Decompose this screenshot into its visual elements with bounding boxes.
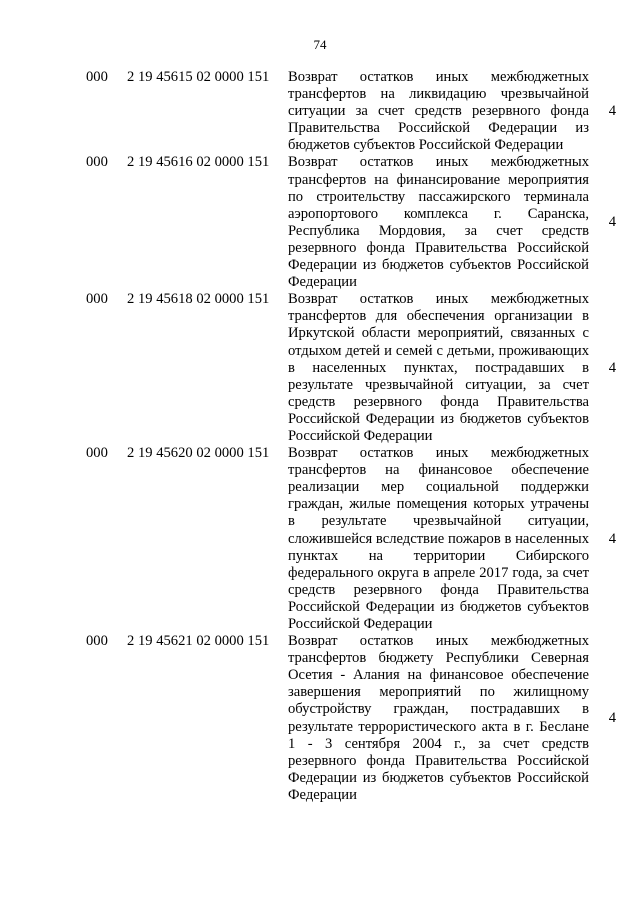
table-row [86,633,626,804]
description-cell: Возврат остатков иных межбюджетных трансфертов бюджету Республики Северная Осетия - Алания на финансовое обеспечение завершения мероприятий по жилищному обустройству граждан, пострадавших в результате террористического акта в г. Беслане 1 - 3 сентября 2004 г., за счет средств резервного фонда Правительства Российской Федерации из бюджетов субъектов Российской Федерации [288,633,589,803]
admin-code-cell: 000 [86,69,108,85]
page-number: 74 [313,37,327,52]
budget-classification-code-cell: 2 19 45615 02 0000 151 [127,69,270,85]
description-cell: Возврат остатков иных межбюджетных трансфертов на финансовое обеспечение реализации мер социальной поддержки граждан, жилые помещения которых утрачены в результате чрезвычайной ситуации, сложившейся вследствие пожаров в населенных пунктах на территории Сибирского федерального округа в апреле 2017 года, за счет средств резервного фонда Правительства Российской Федерации из бюджетов субъектов Российской Федерации [288,445,589,632]
value-text: 4 [608,530,616,547]
description-cell: Возврат остатков иных межбюджетных трансфертов на ликвидацию чрезвычайной ситуации за счет средств резервного фонда Правительства Российской Федерации из бюджетов субъектов Российской Федерации [288,69,589,154]
admin-code-cell: 000 [86,154,108,171]
value-cell [589,633,626,804]
admin-code-cell: 000 [86,291,108,308]
value-cell [589,291,626,445]
table-row [86,291,626,445]
admin-code-cell: 000 [86,633,108,650]
table-row [86,445,626,633]
budget-classification-code-cell: 2 19 45621 02 0000 151 [127,633,270,650]
description-cell: Возврат остатков иных межбюджетных трансфертов на финансирование мероприятия по строительству пассажирского терминала аэропортового комплекса г. Саранска, Республика Мордовия, за счет средств резервного фонда Правительства Российской Федерации из бюджетов субъектов Российской Федерации [288,154,589,291]
budget-code-table [86,69,626,804]
admin-code-cell: 000 [86,445,108,462]
value-text: 4 [608,359,616,376]
budget-classification-code-cell: 2 19 45616 02 0000 151 [127,154,270,171]
budget-classification-code-cell: 2 19 45618 02 0000 151 [127,291,270,308]
budget-classification-code-cell: 2 19 45620 02 0000 151 [127,445,270,462]
table-row [86,69,626,154]
value-cell [589,445,626,633]
value-cell [589,154,626,291]
value-text: 4 [608,214,616,231]
value-text: 4 [608,103,616,120]
value-cell [589,69,626,154]
table-row [86,154,626,291]
value-text: 4 [608,710,616,727]
description-cell: Возврат остатков иных межбюджетных трансфертов для обеспечения организации в Иркутской области мероприятий, связанных с отдыхом детей и семей с детьми, проживающих в населенных пунктах, пострадавших в результате чрезвычайной ситуации, за счет средств резервного фонда Правительства Российской Федерации из бюджетов субъектов Российской Федерации [288,291,589,444]
